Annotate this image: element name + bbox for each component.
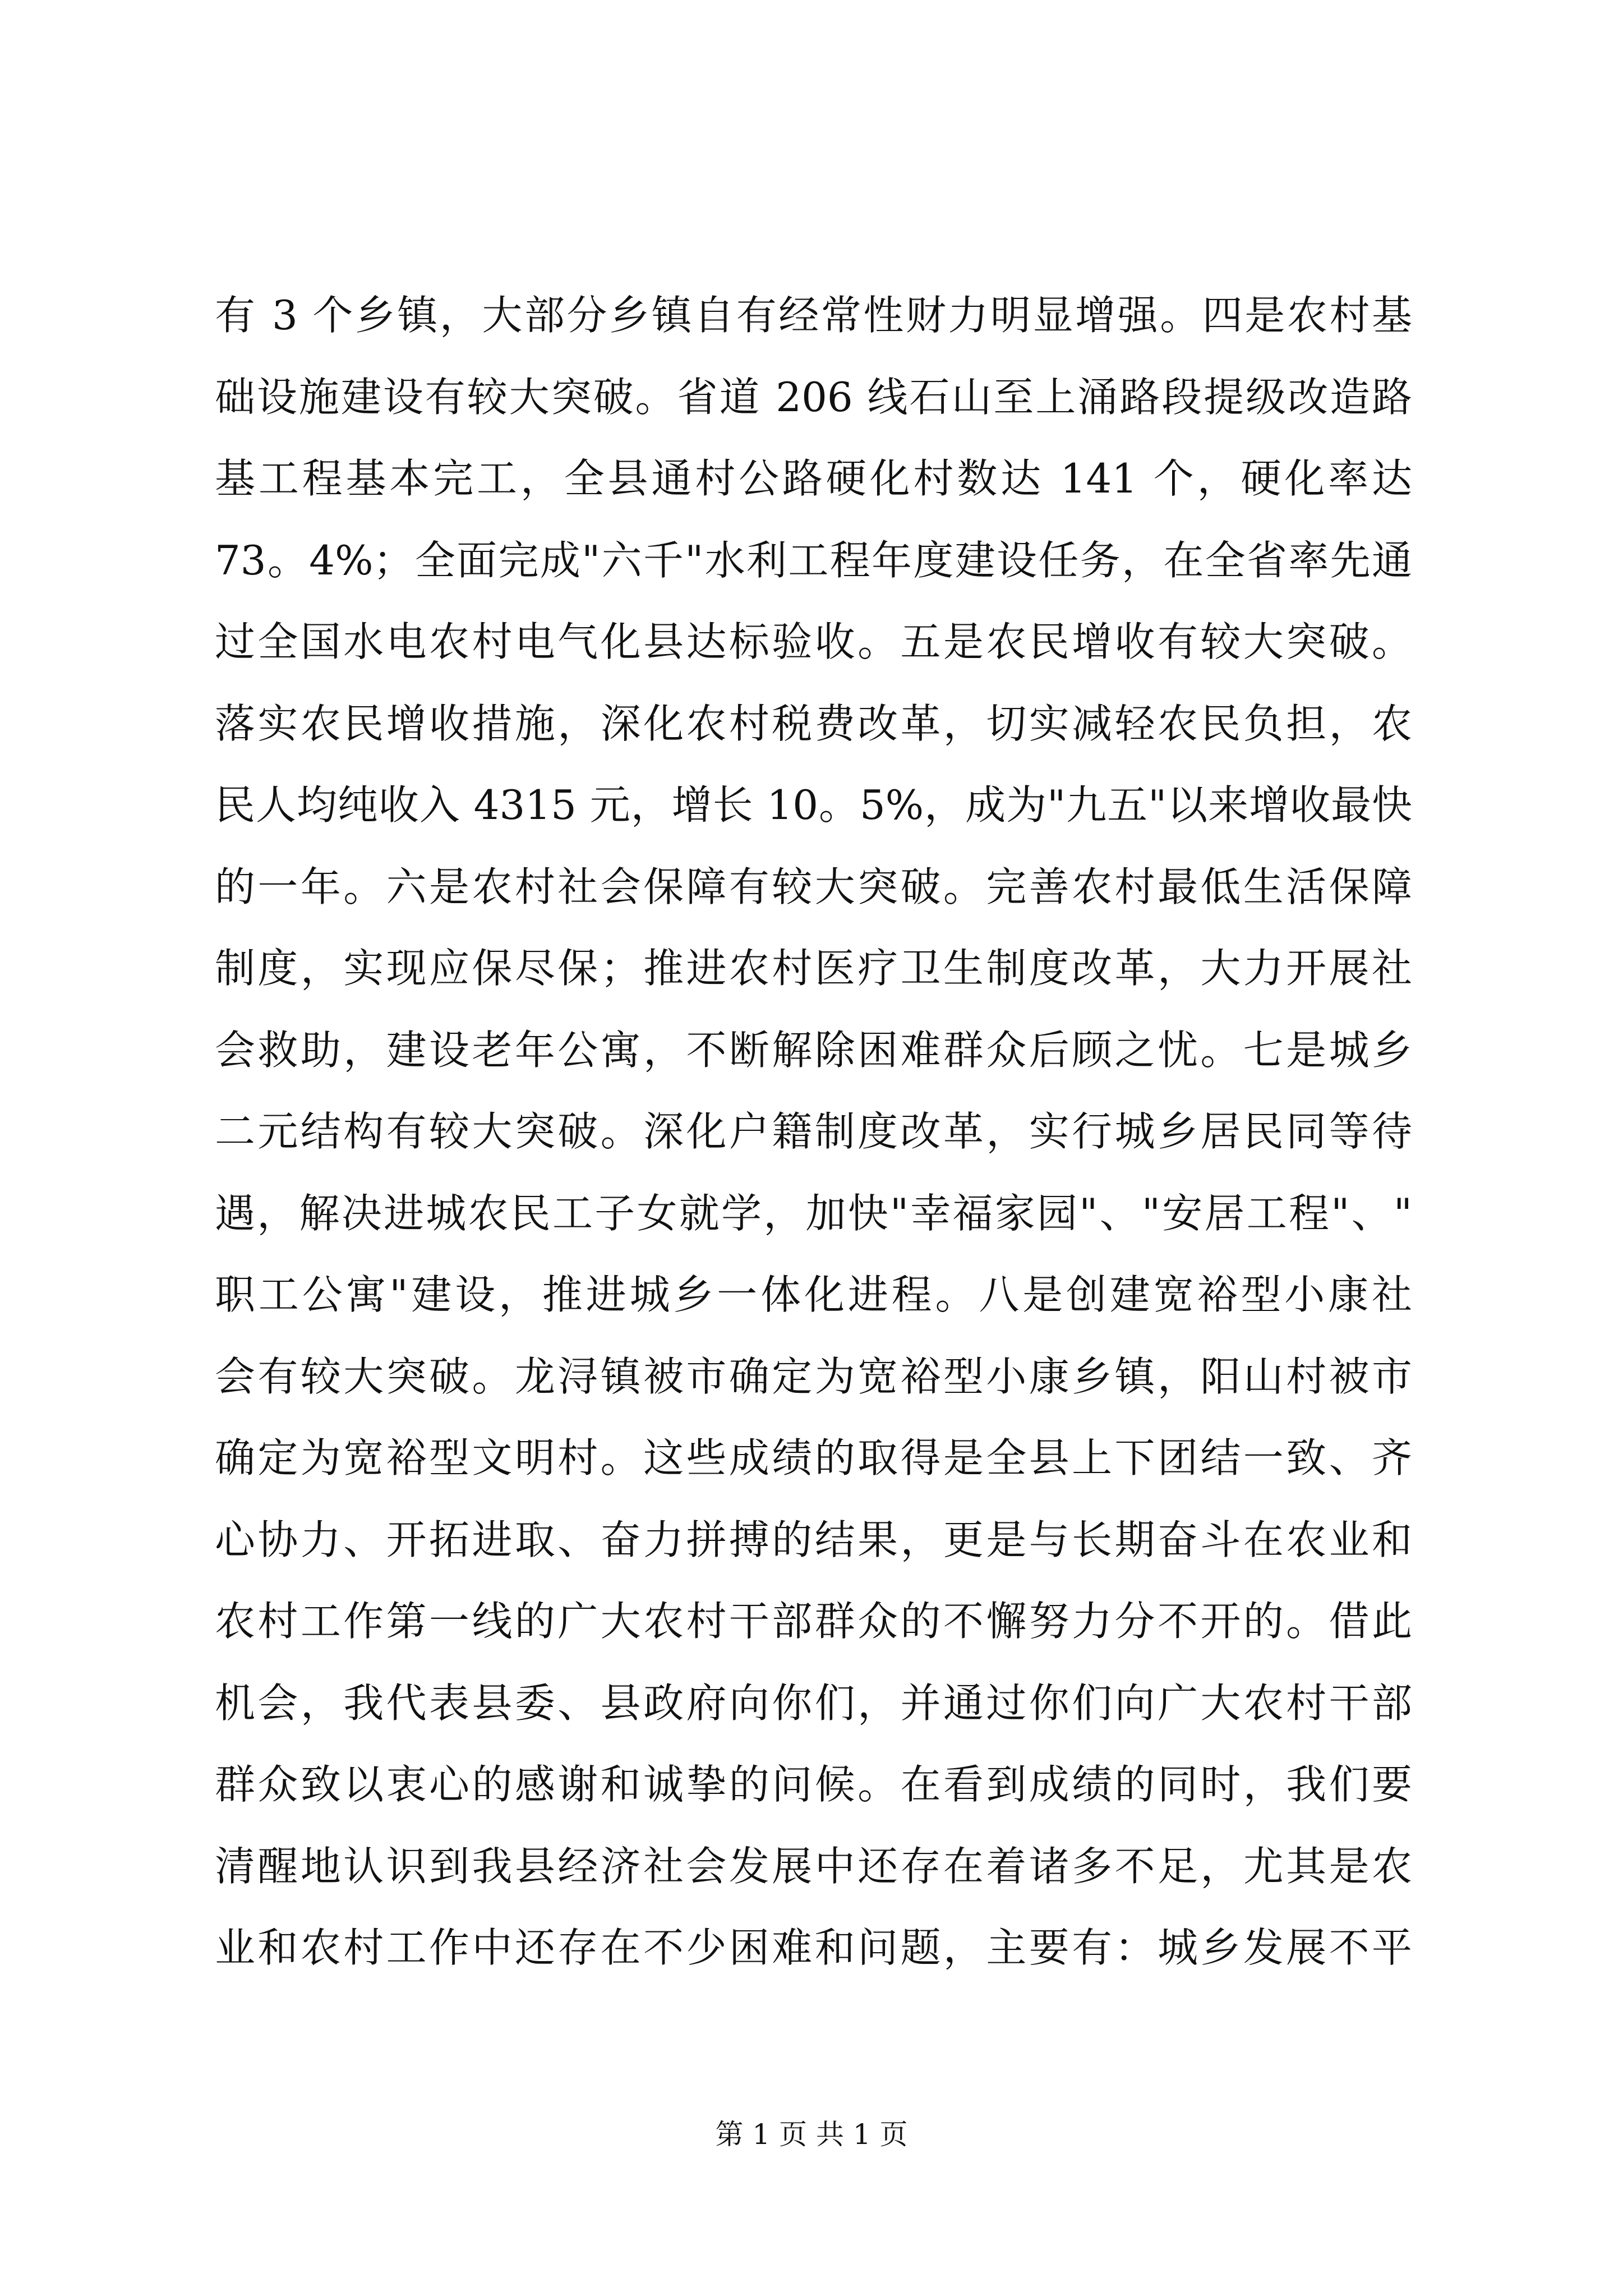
body-text (215, 275, 1412, 1989)
text-line: 落实农民增收措施，深化农村税费改革，切实减轻农民负担，农 (215, 700, 1412, 747)
text-line: 基工程基本完工，全县通村公路硬化村数达 141 个，硬化率达 (215, 455, 1412, 502)
text-line: 心协力、开拓进取、奋力拼搏的结果，更是与长期奋斗在农业和 (215, 1516, 1412, 1563)
text-line: 有 3 个乡镇，大部分乡镇自有经常性财力明显增强。四是农村基 (215, 292, 1412, 339)
text-line: 遇，解决进城农民工子女就学，加快"幸福家园"、"安居工程"、" (215, 1189, 1412, 1237)
text-line: 73。4%；全面完成"六千"水利工程年度建设任务，在全省率先通 (215, 536, 1412, 584)
text-line: 制度，实现应保尽保；推进农村医疗卫生制度改革，大力开展社 (215, 945, 1412, 992)
page-footer: 第 1 页 共 1 页 (715, 2118, 908, 2151)
text-line: 群众致以衷心的感谢和诚挚的问候。在看到成绩的同时，我们要 (215, 1761, 1412, 1808)
text-line: 民人均纯收入 4315 元，增长 10。5%，成为"九五"以来增收最快 (215, 781, 1412, 829)
text-line: 职工公寓"建设，推进城乡一体化进程。八是创建宽裕型小康社 (215, 1271, 1412, 1318)
text-line: 会救助，建设老年公寓，不断解除困难群众后顾之忧。七是城乡 (215, 1026, 1412, 1074)
text-line: 清醒地认识到我县经济社会发展中还存在着诸多不足，尤其是农 (215, 1842, 1412, 1890)
text-line: 过全国水电农村电气化县达标验收。五是农民增收有较大突破。 (215, 618, 1412, 665)
text-line: 会有较大突破。龙浔镇被市确定为宽裕型小康乡镇，阳山村被市 (215, 1352, 1412, 1400)
text-line: 确定为宽裕型文明村。这些成绩的取得是全县上下团结一致、齐 (215, 1434, 1412, 1481)
text-line: 农村工作第一线的广大农村干部群众的不懈努力分不开的。借此 (215, 1598, 1412, 1645)
text-line: 础设施建设有较大突破。省道 206 线石山至上涌路段提级改造路 (215, 373, 1412, 421)
text-line: 机会，我代表县委、县政府向你们，并通过你们向广大农村干部 (215, 1679, 1412, 1727)
text-line: 二元结构有较大突破。深化户籍制度改革，实行城乡居民同等待 (215, 1108, 1412, 1155)
text-line: 的一年。六是农村社会保障有较大突破。完善农村最低生活保障 (215, 863, 1412, 910)
text-line: 业和农村工作中还存在不少困难和问题，主要有：城乡发展不平 (215, 1924, 1412, 1971)
